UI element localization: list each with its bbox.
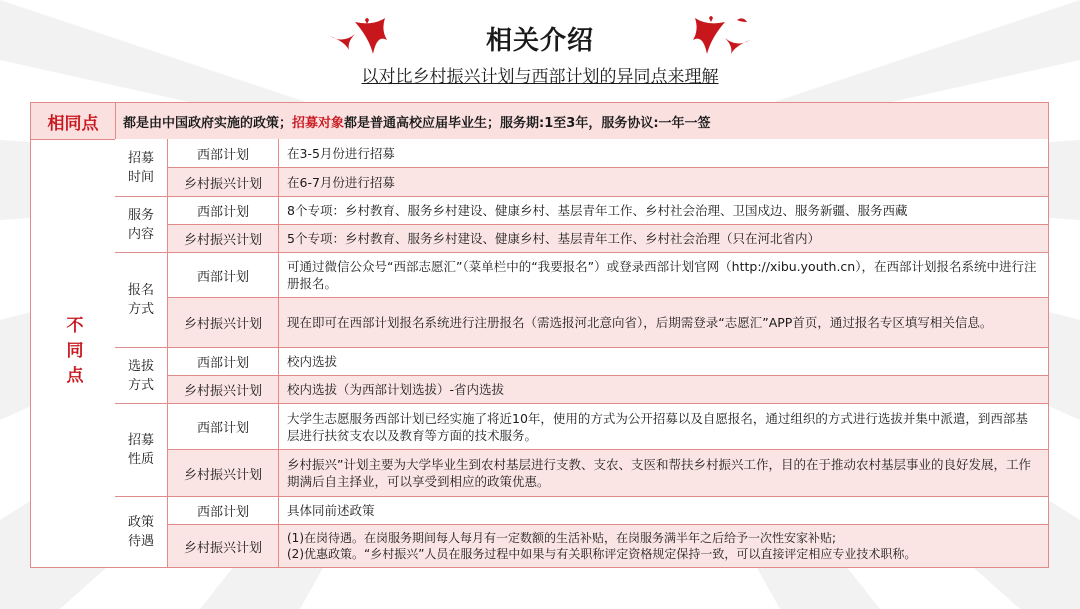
- program-cell: 西部计划: [168, 348, 279, 376]
- same-points-text: [123, 103, 1042, 139]
- description-cell: (1)在岗待遇。在岗服务期间每人每月有一定数额的生活补贴，在岗服务满半年之后给予一次性安家补贴; (2)优惠政策。“乡村振兴”人员在服务过程中如果与有关职称评定资格规定保持一致，可以直接评定相应专业技术职称。: [279, 525, 1048, 567]
- header: [0, 0, 1080, 95]
- description-cell: 可通过微信公众号“西部志愿汇”（菜单栏中的“我要报名”）或登录西部计划官网（http://xibu.youth.cn），在西部计划报名系统中进行注册报名。: [279, 253, 1048, 298]
- program-cell: 西部计划: [168, 404, 279, 450]
- diff-points-label: [31, 139, 116, 567]
- description-cell: 5个专项：乡村教育、服务乡村建设、健康乡村、基层青年工作、乡村社会治理（只在河北省内）: [279, 225, 1048, 253]
- category-service-content: 服务 内容: [115, 197, 168, 253]
- same-points-row: [31, 103, 1048, 140]
- comparison-table: [30, 102, 1049, 568]
- category-recruit-nature: 招募 性质: [115, 404, 168, 497]
- same-text-part1: 都是由中国政府实施的政策；: [123, 115, 293, 131]
- program-cell: 乡村振兴计划: [168, 168, 279, 197]
- category-policy-benefits: 政策 待遇: [115, 497, 168, 567]
- description-cell: 现在即可在西部计划报名系统进行注册报名（需选报河北意向省），后期需登录“志愿汇”APP首页，通过报名专区填写相关信息。: [279, 298, 1048, 348]
- description-cell: 乡村振兴”计划主要为大学毕业生到农村基层进行支教、支农、支医和帮扶乡村振兴工作，目的在于推动农村基层事业的良好发展，工作期满后自主择业，可以享受到相应的政策优惠。: [279, 450, 1048, 497]
- program-cell: 西部计划: [168, 497, 279, 525]
- description-cell: 校内选拔: [279, 348, 1048, 376]
- program-cell: 乡村振兴计划: [168, 225, 279, 253]
- program-cell: 乡村振兴计划: [168, 450, 279, 497]
- description-cell: 在3-5月份进行招募: [279, 139, 1048, 168]
- diff-points-text: 不同点: [62, 315, 83, 391]
- program-cell: 乡村振兴计划: [168, 298, 279, 348]
- program-cell: 西部计划: [168, 139, 279, 168]
- category-recruit-time: 招募 时间: [115, 139, 168, 197]
- description-cell: 在6-7月份进行招募: [279, 168, 1048, 197]
- same-text-highlight: 招募对象: [292, 115, 345, 131]
- swallow-icon: [665, 14, 755, 64]
- program-cell: 西部计划: [168, 253, 279, 298]
- description-cell: 具体同前述政策: [279, 497, 1048, 525]
- same-points-label: 相同点: [31, 103, 116, 139]
- description-cell: 8个专项：乡村教育、服务乡村建设、健康乡村、基层青年工作、乡村社会治理、卫国戍边、服务新疆、服务西藏: [279, 197, 1048, 225]
- category-selection-method: 选拔 方式: [115, 348, 168, 404]
- category-signup-method: 报名 方式: [115, 253, 168, 348]
- description-cell: 大学生志愿服务西部计划已经实施了将近10年，使用的方式为公开招募以及自愿报名，通过组织的方式进行选拔并集中派遣，到西部基层进行扶贫支农以及教育等方面的技术服务。: [279, 404, 1048, 450]
- program-cell: 西部计划: [168, 197, 279, 225]
- page-subtitle: 以对比乡村振兴计划与西部计划的异同点来理解: [361, 67, 719, 87]
- page-title: 相关介绍: [485, 26, 594, 56]
- program-cell: 乡村振兴计划: [168, 376, 279, 404]
- program-cell: 乡村振兴计划: [168, 525, 279, 567]
- same-text-part2: 都是普通高校应届毕业生；服务期:1至3年，服务协议:一年一签: [344, 115, 711, 131]
- description-cell: 校内选拔（为西部计划选拔）-省内选拔: [279, 376, 1048, 404]
